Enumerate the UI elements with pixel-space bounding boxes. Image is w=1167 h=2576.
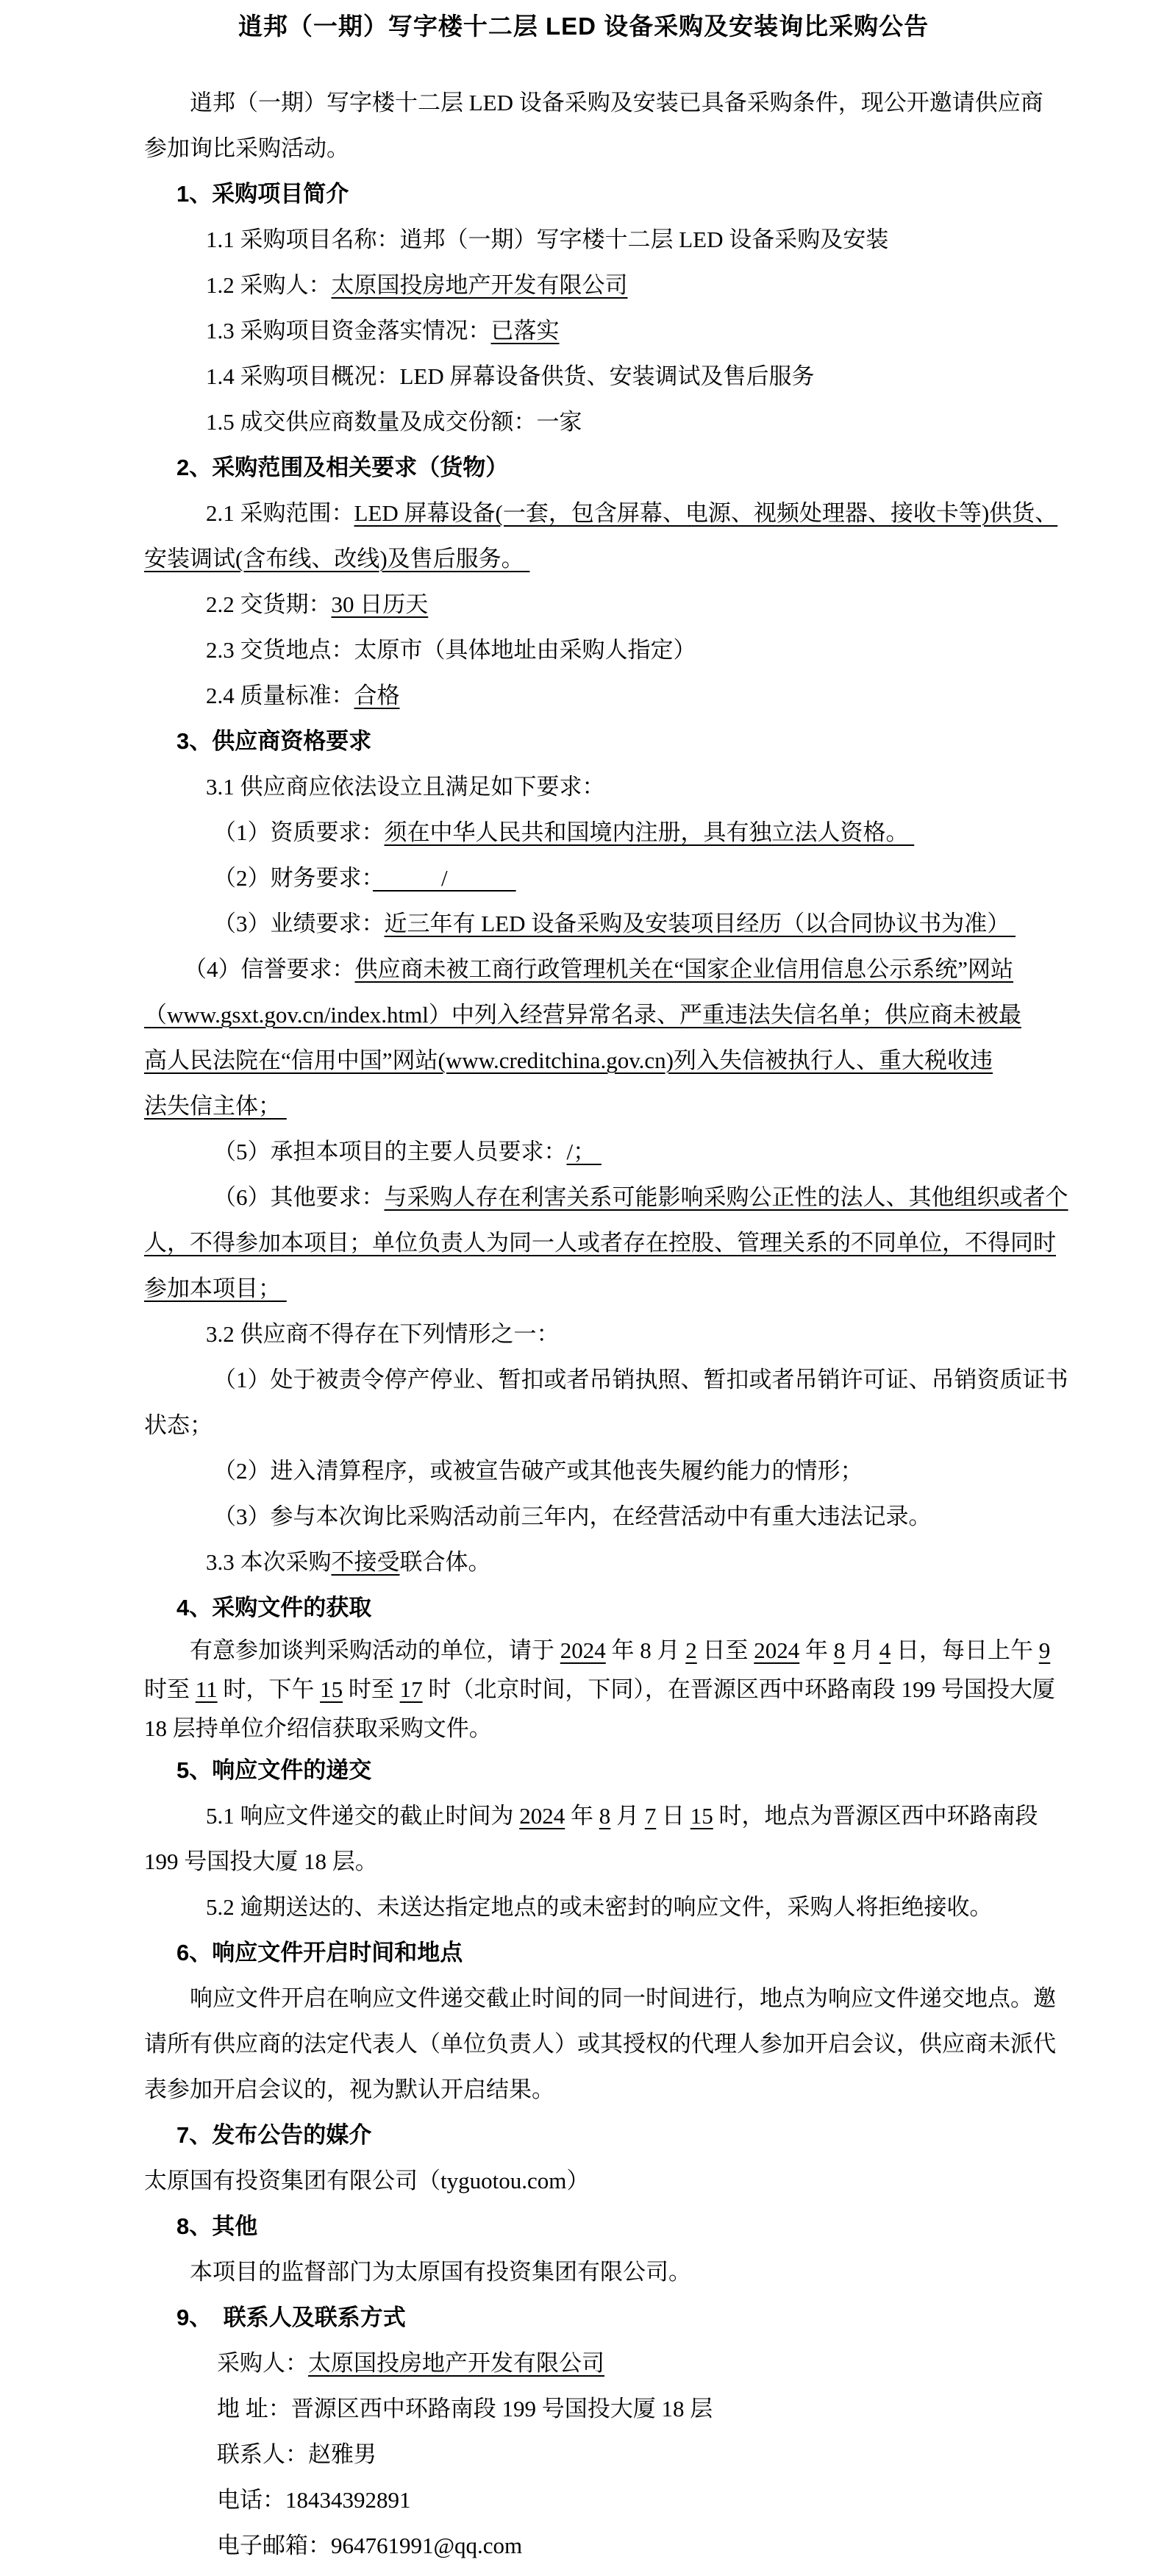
doc-line (206, 1312, 1167, 1357)
text-segment: 日，每日上午 (891, 1637, 1039, 1663)
doc-line (190, 2249, 1167, 2295)
text-segment: 采购人： (217, 2350, 308, 2376)
underlined-segment: 2024 (560, 1637, 606, 1663)
underlined-segment: 法失信主体； (144, 1093, 287, 1119)
text-segment: 2、采购范围及相关要求（货物） (176, 455, 509, 480)
doc-line (213, 1448, 1167, 1494)
text-segment: 本项目的监督部门为太原国有投资集团有限公司。 (190, 2259, 691, 2285)
text-segment: 18 层持单位介绍信获取采购文件。 (144, 1715, 492, 1741)
underlined-segment: LED 屏幕设备(一套，包含屏幕、电源、视频处理器、接收卡等)供货、 (354, 500, 1058, 526)
doc-line (144, 2067, 1167, 2113)
doc-line (144, 536, 1167, 582)
underlined-segment: 人，不得参加本项目；单位负责人为同一人或者存在控股、管理关系的不同单位，不得同时 (144, 1230, 1056, 1256)
text-segment: 请所有供应商的法定代表人（单位负责人）或其授权的代理人参加开启会议，供应商未派代 (144, 2031, 1056, 2057)
text-segment: 地 址：晋源区西中环路南段 199 号国投大厦 18 层 (217, 2396, 713, 2422)
text-segment: 日 (656, 1803, 690, 1829)
text-segment: 有意参加谈判采购活动的单位，请于 (190, 1637, 560, 1663)
text-segment: （4）信誉要求： (184, 956, 355, 982)
doc-line (144, 2158, 1167, 2204)
doc-line (144, 992, 1167, 1038)
doc-line (206, 308, 1167, 354)
underlined-segment: 2024 (754, 1637, 800, 1663)
underlined-segment: 2 (685, 1637, 697, 1663)
text-segment: （1）处于被责令停产停业、暂扣或者吊销执照、暂扣或者吊销许可证、吊销资质证书 (213, 1367, 1068, 1392)
doc-line (206, 1885, 1167, 1930)
underlined-segment: 高人民法院在“信用中国”网站(www.creditchina.gov.cn)列入失信被执行人、重大税收违 (144, 1047, 993, 1073)
doc-line (144, 126, 1167, 171)
doc-line (206, 764, 1167, 810)
text-segment: 199 号国投大厦 18 层。 (144, 1849, 378, 1874)
text-segment: 1.5 成交供应商数量及成交份额：一家 (206, 409, 582, 435)
text-segment: 时至 (144, 1676, 196, 1702)
section-heading-8 (176, 2204, 1167, 2249)
underlined-segment: 30 日历天 (331, 591, 429, 617)
text-segment: （1）资质要求： (213, 819, 385, 845)
doc-line (206, 1793, 1167, 1839)
text-segment: 年 8 月 (605, 1637, 686, 1663)
text-segment: 时，地点为晋源区西中环路南段 (713, 1803, 1038, 1829)
text-segment: 7、发布公告的媒介 (176, 2122, 372, 2148)
contact-email (217, 2523, 1167, 2569)
text-segment: 1、采购项目简介 (176, 181, 349, 207)
text-segment: 年 (799, 1637, 834, 1663)
text-segment: 月 (610, 1803, 645, 1829)
text-segment: 1.3 采购项目资金落实情况： (206, 318, 491, 344)
doc-line (144, 1084, 1167, 1129)
doc-line (190, 1631, 1167, 1670)
doc-line (206, 263, 1167, 308)
underlined-segment: / (373, 865, 516, 891)
underlined-segment: 供应商未被工商行政管理机关在“国家企业信用信息公示系统”网站 (354, 956, 1014, 982)
underlined-segment: 11 (195, 1676, 218, 1702)
underlined-segment: 已落实 (490, 318, 560, 344)
doc-line (144, 1403, 1167, 1448)
doc-line (144, 1839, 1167, 1885)
doc-line (184, 947, 1167, 992)
doc-line (190, 1976, 1167, 2021)
underlined-segment: /； (566, 1139, 602, 1164)
doc-line (206, 491, 1167, 536)
text-segment: 9、 联系人及联系方式 (176, 2305, 406, 2330)
underlined-segment: 参加本项目； (144, 1275, 287, 1301)
doc-line (190, 80, 1167, 126)
doc-line (213, 901, 1167, 947)
text-segment: 电子邮箱：964761991@qq.com (217, 2533, 523, 2558)
section-heading-5 (176, 1748, 1167, 1793)
text-segment: 2.1 采购范围： (206, 500, 354, 526)
underlined-segment: 15 (690, 1803, 713, 1829)
underlined-segment: 2024 (519, 1803, 565, 1829)
text-segment: 时（北京时间，下同），在晋源区西中环路南段 199 号国投大厦 (422, 1676, 1055, 1702)
doc-line (206, 582, 1167, 627)
underlined-segment: 9 (1038, 1637, 1051, 1663)
doc-line (206, 627, 1167, 673)
text-segment: 时，下午 (217, 1676, 321, 1702)
text-segment: 时至 (343, 1676, 400, 1702)
text-segment: 8、其他 (176, 2213, 258, 2239)
text-segment: （5）承担本项目的主要人员要求： (213, 1139, 567, 1164)
text-segment: 4、采购文件的获取 (176, 1595, 372, 1620)
doc-line (213, 855, 1167, 901)
doc-line (206, 354, 1167, 399)
text-segment: 参加询比采购活动。 (144, 135, 349, 161)
doc-line (206, 1540, 1167, 1585)
text-segment: 5.2 逾期送达的、未送达指定地点的或未密封的响应文件，采购人将拒绝接收。 (206, 1894, 993, 1920)
section-heading-2 (176, 445, 1167, 491)
text-segment: 2.2 交货期： (206, 591, 332, 617)
underlined-segment: 合格 (354, 683, 400, 708)
section-heading-6 (176, 1930, 1167, 1976)
contact-phone (217, 2477, 1167, 2523)
section-heading-9 (176, 2295, 1167, 2341)
text-segment: （2）进入清算程序，或被宣告破产或其他丧失履约能力的情形； (213, 1458, 863, 1484)
document-body (0, 80, 1167, 2569)
doc-line (213, 1129, 1167, 1175)
text-segment: 1.4 采购项目概况：LED 屏幕设备供货、安装调试及售后服务 (206, 363, 815, 389)
text-segment: 日至 (696, 1637, 754, 1663)
text-segment: （3）业绩要求： (213, 911, 385, 936)
doc-line (213, 1494, 1167, 1540)
section-heading-7 (176, 2113, 1167, 2158)
text-segment: 2.3 交货地点：太原市（具体地址由采购人指定） (206, 637, 696, 663)
text-segment: 3.1 供应商应依法设立且满足如下要求： (206, 774, 605, 800)
doc-line (206, 673, 1167, 719)
underlined-segment: 8 (833, 1637, 846, 1663)
text-segment: 表参加开启会议的，视为默认开启结果。 (144, 2077, 554, 2102)
doc-line (213, 1357, 1167, 1403)
section-heading-3 (176, 719, 1167, 764)
doc-line (144, 1220, 1167, 1266)
text-segment: 6、响应文件开启时间和地点 (176, 1940, 463, 1965)
contact-purchaser (217, 2341, 1167, 2386)
underlined-segment: 安装调试(含布线、改线)及售后服务。 (144, 546, 530, 572)
text-segment: 联系人：赵雅男 (217, 2441, 376, 2467)
underlined-segment: 与采购人存在利害关系可能影响采购公正性的法人、其他组织或者个 (384, 1184, 1068, 1210)
section-heading-1 (176, 171, 1167, 217)
doc-line (144, 1038, 1167, 1084)
text-segment: （6）其他要求： (213, 1184, 385, 1210)
underlined-segment: 太原国投房地产开发有限公司 (331, 272, 628, 298)
underlined-segment: 8 (599, 1803, 611, 1829)
text-segment: 2.4 质量标准： (206, 683, 354, 708)
underlined-segment: 15 (320, 1676, 343, 1702)
doc-line (206, 217, 1167, 263)
text-segment: 联合体。 (399, 1549, 491, 1575)
doc-line (144, 1709, 1167, 1748)
contact-address (217, 2386, 1167, 2432)
doc-line (213, 1175, 1167, 1220)
doc-line (144, 1266, 1167, 1312)
text-segment: 3、供应商资格要求 (176, 728, 372, 754)
doc-line (144, 2021, 1167, 2067)
doc-line (206, 399, 1167, 445)
doc-line (213, 810, 1167, 855)
text-segment: 电话：18434392891 (217, 2487, 411, 2513)
underlined-segment: 4 (879, 1637, 891, 1663)
text-segment: 5、响应文件的递交 (176, 1757, 372, 1783)
underlined-segment: 17 (399, 1676, 423, 1702)
text-segment: 5.1 响应文件递交的截止时间为 (206, 1803, 520, 1829)
text-segment: 状态； (144, 1412, 213, 1438)
text-segment: 3.2 供应商不得存在下列情形之一： (206, 1321, 560, 1347)
text-segment: （2）财务要求： (213, 865, 373, 891)
underlined-segment: 太原国投房地产开发有限公司 (308, 2350, 604, 2376)
text-segment: 太原国有投资集团有限公司（tyguotou.com） (144, 2168, 590, 2193)
contact-person (217, 2432, 1167, 2477)
text-segment: 年 (565, 1803, 599, 1829)
underlined-segment: 近三年有 LED 设备采购及安装项目经历（以合同协议书为准） (384, 911, 1016, 936)
doc-line (144, 1670, 1167, 1709)
text-segment: 月 (845, 1637, 879, 1663)
text-segment: 逍邦（一期）写字楼十二层 LED 设备采购及安装已具备采购条件，现公开邀请供应商 (190, 90, 1043, 115)
text-segment: 3.3 本次采购 (206, 1549, 332, 1575)
underlined-segment: 须在中华人民共和国境内注册，具有独立法人资格。 (384, 819, 915, 845)
text-segment: 1.1 采购项目名称：逍邦（一期）写字楼十二层 LED 设备采购及安装 (206, 227, 889, 252)
underlined-segment: 7 (644, 1803, 657, 1829)
document-title: 逍邦（一期）写字楼十二层 LED 设备采购及安装询比采购公告 (238, 13, 929, 40)
underlined-segment: 不接受 (331, 1549, 400, 1575)
underlined-segment: （www.gsxt.gov.cn/index.html）中列入经营异常名录、严重违法失信名单；供应商未被最 (144, 1002, 1021, 1028)
text-segment: 1.2 采购人： (206, 272, 332, 298)
section-heading-4 (176, 1585, 1167, 1631)
text-segment: 响应文件开启在响应文件递交截止时间的同一时间进行，地点为响应文件递交地点。邀 (190, 1985, 1056, 2011)
text-segment: （3）参与本次询比采购活动前三年内，在经营活动中有重大违法记录。 (213, 1504, 932, 1529)
